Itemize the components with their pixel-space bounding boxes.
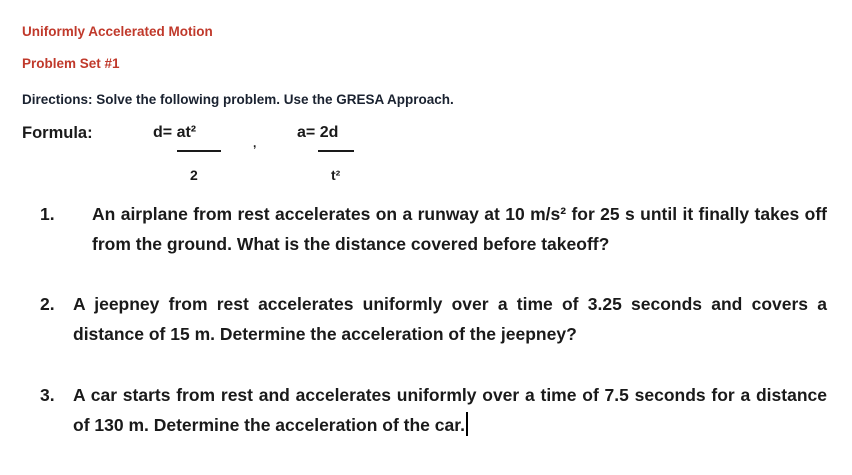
problem-set-label: Problem Set #1 xyxy=(22,56,120,71)
problem-text-1: An airplane from rest accelerates on a runway at 10 m/s² for 25 s until it finally takes off from the ground. What is the distance covered before takeoff? xyxy=(92,204,827,254)
formula-acceleration-fraction-bar xyxy=(318,150,354,152)
problem-text-3 xyxy=(73,381,827,440)
problem-text-3-content: A car starts from rest and accelerates uniformly over a time of 7.5 seconds for a distance of 130 m. Determine the acceleration of the car. xyxy=(73,385,827,435)
text-cursor xyxy=(466,412,468,436)
formula-distance-denominator: 2 xyxy=(190,167,198,183)
problem-number-3: 3. xyxy=(40,385,55,405)
directions-text: Directions: Solve the following problem. Use the GRESA Approach. xyxy=(22,92,454,107)
problem-number-2: 2. xyxy=(40,294,55,314)
formula-distance-numerator: d= at² xyxy=(153,124,197,141)
formula-acceleration-numerator: a= 2d xyxy=(297,124,339,141)
problem-text-2: A jeepney from rest accelerates uniformly over a time of 3.25 seconds and covers a distance of 15 m. Determine the acceleration of the jeepney? xyxy=(73,294,827,344)
formula-acceleration-denominator: t² xyxy=(331,167,341,183)
formula-distance-fraction-bar xyxy=(177,150,221,152)
formula-label: Formula: xyxy=(22,124,93,142)
document-title: Uniformly Accelerated Motion xyxy=(22,24,213,39)
formula-separator: , xyxy=(253,136,257,150)
problem-number-1: 1. xyxy=(40,204,55,224)
